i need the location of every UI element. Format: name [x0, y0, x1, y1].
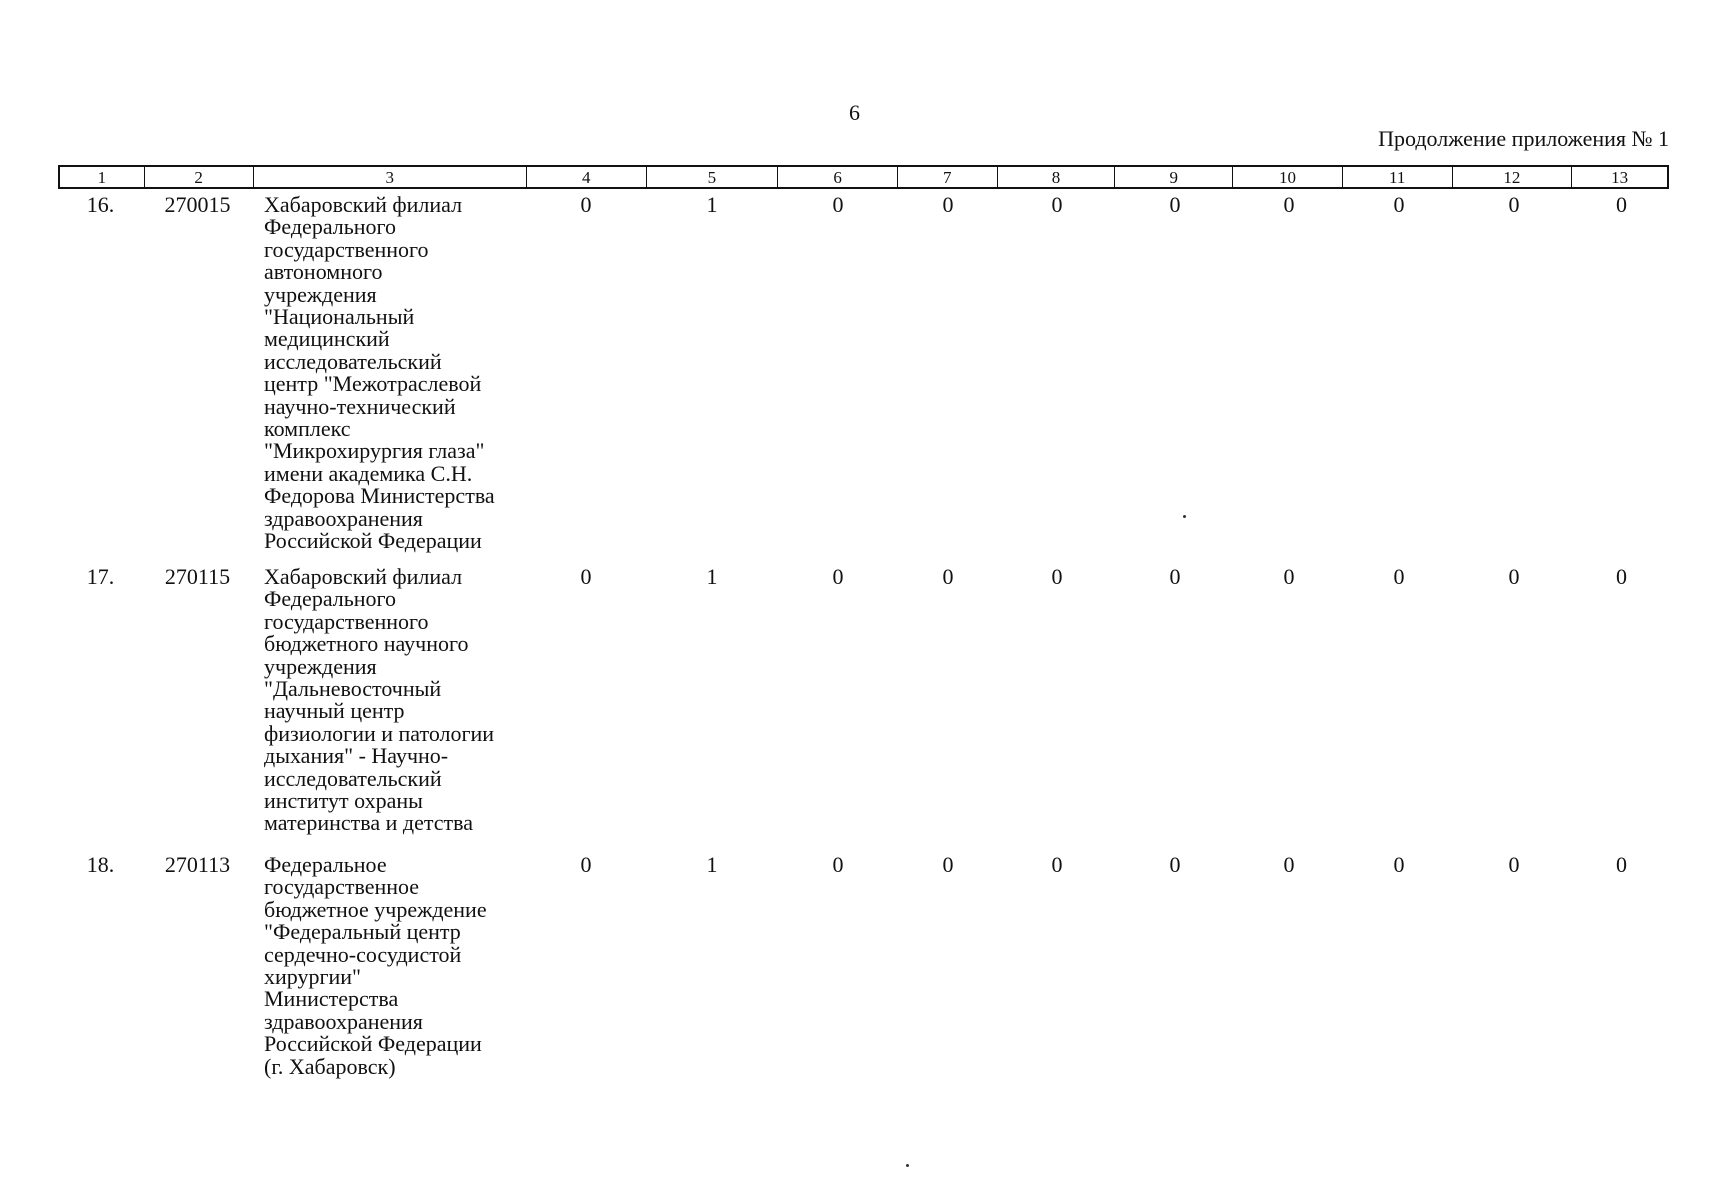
- value-cell: 0: [1169, 852, 1181, 877]
- scan-speck: [906, 1164, 909, 1167]
- column-header: 7: [898, 167, 998, 187]
- column-header: 12: [1453, 167, 1573, 187]
- value-cell: 0: [1393, 852, 1405, 877]
- table-header-row: [58, 165, 1669, 189]
- row-code: 270113: [164, 852, 231, 877]
- value-cell: 0: [1283, 564, 1295, 589]
- value-cell: 0: [580, 192, 592, 217]
- value-cell: 0: [1051, 852, 1063, 877]
- value-cell: 0: [942, 192, 954, 217]
- table-row: [58, 854, 1669, 1078]
- value-cell: 0: [832, 192, 844, 217]
- row-number: 18.: [86, 852, 115, 877]
- value-cell: 0: [1283, 192, 1295, 217]
- value-cell: 0: [1508, 192, 1520, 217]
- value-cell: 1: [706, 852, 718, 877]
- column-header: 9: [1115, 167, 1233, 187]
- value-cell: 0: [1051, 192, 1063, 217]
- column-header: 6: [778, 167, 898, 187]
- value-cell: 1: [706, 564, 718, 589]
- table-row: [58, 194, 1669, 553]
- column-header: 10: [1233, 167, 1343, 187]
- value-cell: 0: [832, 852, 844, 877]
- value-cell: 0: [580, 852, 592, 877]
- column-header: 2: [145, 167, 254, 187]
- value-cell: 0: [1508, 852, 1520, 877]
- column-header: 13: [1611, 168, 1629, 187]
- scan-speck: [1183, 515, 1186, 518]
- column-header: 5: [647, 167, 779, 187]
- value-cell: 0: [1616, 192, 1627, 217]
- page-number: 6: [849, 100, 860, 125]
- value-cell: 0: [1393, 564, 1405, 589]
- value-cell: 0: [1616, 852, 1627, 877]
- value-cell: 0: [1051, 564, 1063, 589]
- column-header: 8: [998, 167, 1116, 187]
- value-cell: 0: [942, 852, 954, 877]
- value-cell: 0: [942, 564, 954, 589]
- row-code: 270015: [164, 192, 231, 217]
- column-header: 11: [1343, 167, 1453, 187]
- value-cell: 0: [1616, 564, 1627, 589]
- value-cell: 0: [1169, 564, 1181, 589]
- row-number: 16.: [86, 192, 115, 217]
- table-row: [58, 566, 1669, 835]
- value-cell: 1: [706, 192, 718, 217]
- organization-name: Федеральное государственное бюджетное учреждение "Федеральный центр сердечно-сосудистой хирургии" Министерства здравоохранения Российской Федерации (г. Хабаровск): [264, 852, 487, 1079]
- row-number: 17.: [86, 564, 115, 589]
- value-cell: 0: [1393, 192, 1405, 217]
- value-cell: 0: [1169, 192, 1181, 217]
- organization-name: Хабаровский филиал Федерального государственного автономного учреждения "Национальный медицинский исследовательский центр "Межотраслевой научно-технический комплекс "Микрохирургия глаза" имени академика С.Н. Федорова Министерства здравоохранения Российской Федерации: [264, 192, 495, 554]
- column-header: 3: [254, 167, 527, 187]
- column-header: 4: [527, 167, 647, 187]
- value-cell: 0: [832, 564, 844, 589]
- organization-name: Хабаровский филиал Федерального государственного бюджетного научного учреждения "Дальневосточный научный центр физиологии и патологии дыхания" - Научно- исследовательский институт охраны материнства и детства: [264, 564, 495, 836]
- value-cell: 0: [1283, 852, 1295, 877]
- continuation-label: Продолжение приложения № 1: [1378, 126, 1669, 151]
- row-code: 270115: [164, 564, 231, 589]
- value-cell: 0: [1508, 564, 1520, 589]
- value-cell: 0: [580, 564, 592, 589]
- column-header: 1: [60, 167, 145, 187]
